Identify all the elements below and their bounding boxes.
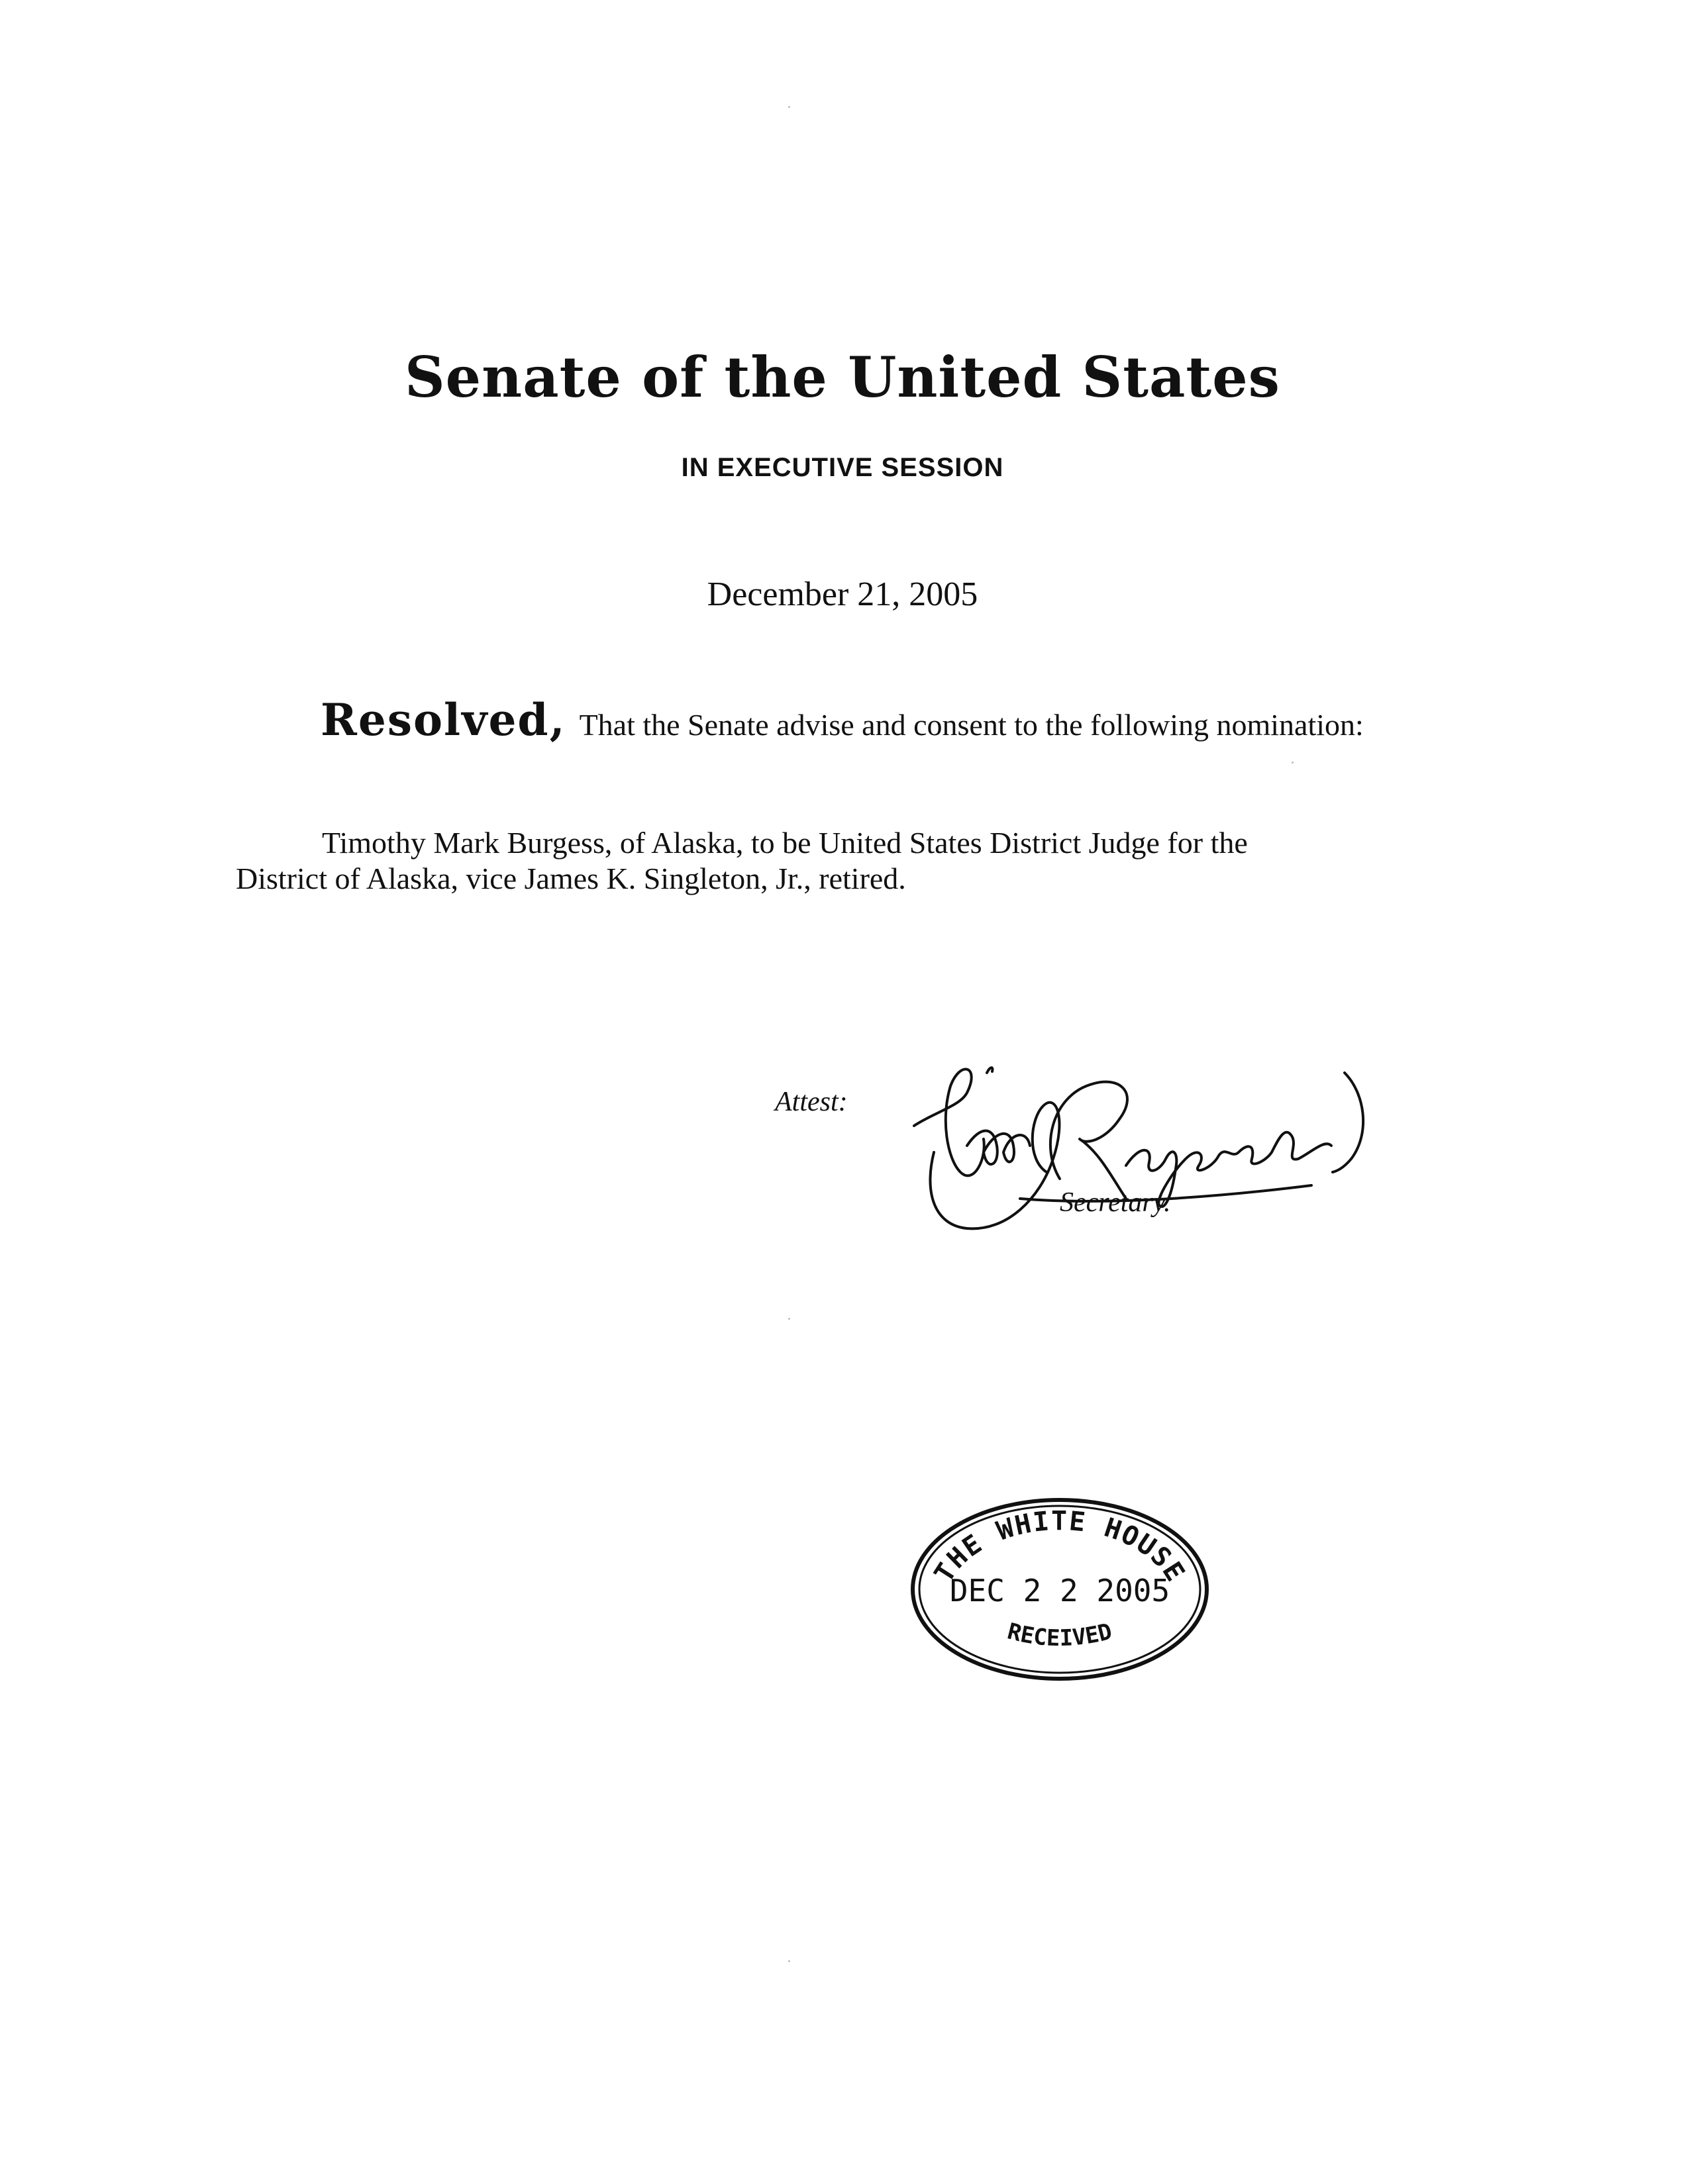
nomination-paragraph <box>236 825 1468 897</box>
nomination-line-1: Timothy Mark Burgess, of Alaska, to be United States District Judge for the <box>322 826 1248 860</box>
scan-speck <box>788 1960 790 1962</box>
scan-speck <box>788 106 790 108</box>
scan-speck <box>788 1318 790 1320</box>
attest-label: Attest: <box>775 1087 848 1117</box>
secretary-label: Secretary. <box>1060 1187 1171 1218</box>
session-heading: IN EXECUTIVE SESSION <box>681 453 1004 482</box>
page-title: Senate of the United States <box>405 344 1280 410</box>
document-date: December 21, 2005 <box>707 575 978 613</box>
resolved-word: Resolved, <box>321 694 566 746</box>
resolution-text: That the Senate advise and consent to the following nomination: <box>579 708 1364 742</box>
stamp-top-text: THE WHITE HOUSE <box>928 1506 1192 1588</box>
white-house-received-stamp <box>901 1490 1219 1689</box>
stamp-bottom-text: RECEIVED <box>1004 1618 1115 1652</box>
resolution-line <box>321 694 1513 746</box>
scan-speck <box>1292 762 1294 764</box>
nomination-line-2: District of Alaska, vice James K. Singleton, Jr., retired. <box>236 862 906 895</box>
stamp-date-text: DEC 2 2 2005 <box>949 1573 1170 1609</box>
signature-icon <box>888 1046 1391 1258</box>
